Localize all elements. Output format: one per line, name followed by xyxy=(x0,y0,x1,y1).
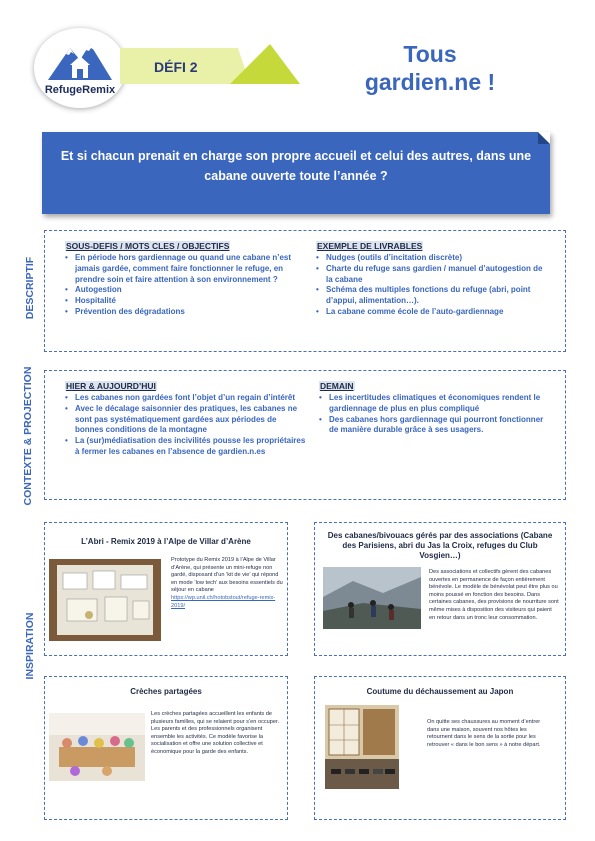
cabane-photo xyxy=(323,567,421,629)
list-item: • Nudges (outils d’incitation discrète) xyxy=(316,253,548,264)
contexte-right xyxy=(319,381,551,436)
side-label-inspiration: INSPIRATION xyxy=(24,612,36,680)
creche-photo xyxy=(49,713,145,781)
descriptif-left xyxy=(65,241,305,318)
demain-list xyxy=(319,393,551,436)
inspiration-card-abri xyxy=(44,522,288,656)
page-fold-corner xyxy=(538,132,550,144)
inspiration-card-associations xyxy=(314,522,566,656)
list-item: • Des cabanes hors gardiennage qui pourront fonctionner de manière durable grâce à ses usagers. xyxy=(319,415,551,437)
side-label-descriptif: DESCRIPTIF xyxy=(24,256,36,320)
livrables-list xyxy=(316,253,548,318)
descriptif-right xyxy=(316,241,548,318)
title-line-2: gardien.ne ! xyxy=(364,69,496,95)
side-label-contexte: CONTEXTE & PROJECTION xyxy=(22,366,34,506)
inspiration-card-japon xyxy=(314,676,566,820)
list-item: • Les cabanes non gardées font l’objet d’un regain d’intérêt xyxy=(65,393,307,404)
card-title: L’Abri - Remix 2019 à l’Alpe de Villar d’Arène xyxy=(81,537,251,546)
sous-defis-list xyxy=(65,253,305,318)
card-description: On quitte ses chaussures au moment d’entrer dans une maison, souvent nos hôtes les retournent dans le sens de la sortie pour les retrouver « dans le bon sens » à notre départ. xyxy=(427,719,541,748)
list-item: • Hospitalité xyxy=(65,296,305,307)
defi-banner xyxy=(120,40,300,90)
card-description: Les crèches partagées accueillent les enfants de plusieurs familles, qui se relaient pour s’en occuper. Les parents et des professionnels organisent ensemble les activités. Ce modèle favorise la socialisation et offre une solution collective et économique pour la garde des enfants. xyxy=(151,711,280,755)
list-item: • Autogestion xyxy=(65,285,305,296)
card-text xyxy=(171,557,283,610)
section-title-demain: DEMAIN xyxy=(320,381,354,391)
list-item: • Prévention des dégradations xyxy=(65,307,305,318)
list-item: • Charte du refuge sans gardien / manuel d’autogestion de la cabane xyxy=(316,264,548,286)
list-item: • Les incertitudes climatiques et économiques rendent le gardiennage de plus en plus compliqué xyxy=(319,393,551,415)
section-title-hier: HIER & AUJOURD’HUI xyxy=(66,381,156,391)
genkan-photo xyxy=(325,705,399,789)
contexte-box xyxy=(44,370,566,500)
section-title-livrables: EXEMPLE DE LIVRABLES xyxy=(317,241,423,251)
inspiration-card-creches xyxy=(44,676,288,820)
list-item: • La cabane comme école de l’auto-gardiennage xyxy=(316,307,548,318)
remix-2019-link[interactable]: https://wp.unil.ch/hotobstout/refuge-remix-2019/ xyxy=(171,594,276,609)
list-item: • Schéma des multiples fonctions du refuge (abri, point d’appui, alimentation…). xyxy=(316,285,548,307)
list-item: • Avec le décalage saisonnier des pratiques, les cabanes ne sont pas systématiquement gardées aux périodes de bonnes conditions de la montagne xyxy=(65,404,307,436)
title-line-1: Tous xyxy=(403,41,457,67)
hier-list xyxy=(65,393,307,458)
logo-text: RefugeRemix xyxy=(44,84,116,96)
question-banner xyxy=(42,132,550,214)
page-title xyxy=(330,40,530,96)
list-item: • La (sur)médiatisation des incivilités pousse les propriétaires à fermer les cabanes en l’absence de gardien.n.es xyxy=(65,436,307,458)
refugeremix-logo xyxy=(34,28,126,108)
descriptif-box xyxy=(44,230,566,352)
card-title: Des cabanes/bivouacs gérés par des associations (Cabane des Parisiens, abri du Jas la Croix, refuges du Club Vosgien…) xyxy=(327,531,553,560)
card-description: Prototype du Remix 2019 à l’Alpe de Villar d’Arène, qui présente un mini-refuge non gardé, disposant d’un ‘kit de vie’ qui répond en mode ‘low tech’ aux besoins essentiels du séjour en cabane xyxy=(171,557,283,594)
abri-photo xyxy=(49,559,161,641)
card-description: Des associations et collectifs gèrent des cabanes ouvertes en permanence de façon entièrement bénévole. Le modèle de bénévolat peut être plus ou moins poussé en fonction des besoins. Dans certaines cabanes, des provisions de nourriture sont même mises à disposition des visiteurs qui paient en retour dans un tronc leur consommation. xyxy=(429,569,559,621)
card-title: Coutume du déchaussement au Japon xyxy=(366,687,514,696)
question-text: Et si chacun prenait en charge son propre accueil et celui des autres, dans une cabane ouverte toute l’année ? xyxy=(60,149,532,183)
mountain-logo-icon xyxy=(46,38,114,82)
defi-label: DÉFI 2 xyxy=(154,59,198,75)
list-item: • En période hors gardiennage ou quand une cabane n’est jamais gardée, comment faire fonctionner le refuge, en prendre soin et faire attention à son environnement ? xyxy=(65,253,305,285)
section-title-sous-defis: SOUS-DEFIS / MOTS CLES / OBJECTIFS xyxy=(66,241,230,251)
card-title: Crèches partagées xyxy=(130,687,202,696)
contexte-left xyxy=(65,381,307,458)
